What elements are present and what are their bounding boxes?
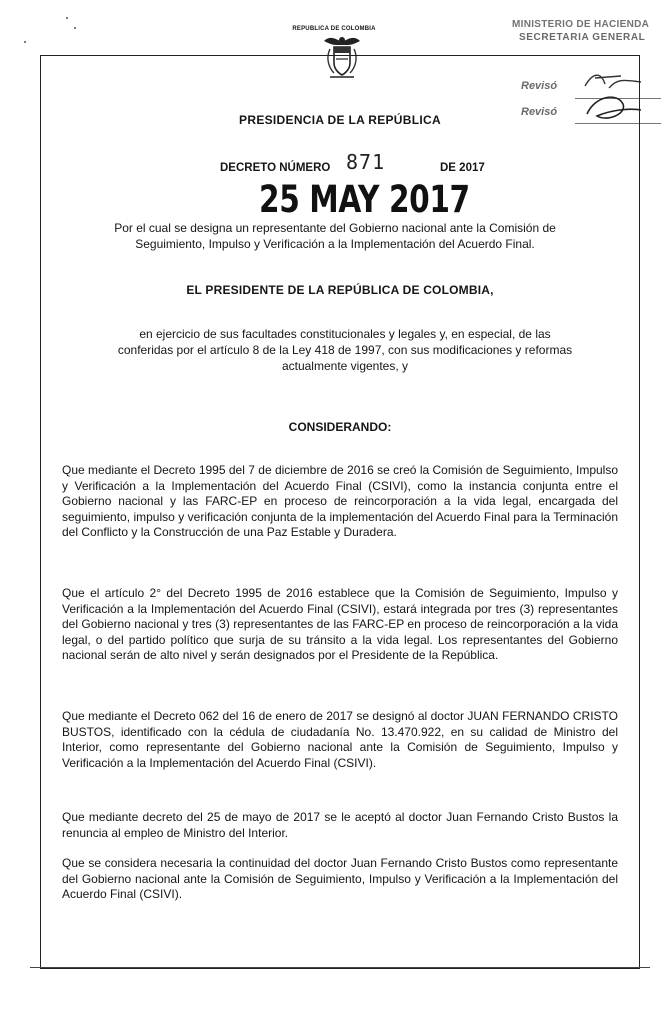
footer-rule bbox=[30, 967, 650, 968]
decree-subject: Por el cual se designa un representante del Gobierno nacional ante la Comisión de Seguimiento, Impulso y Verificación a la Implementación del Acuerdo Final. bbox=[114, 221, 556, 251]
country-heading: REPUBLICA DE COLOMBIA bbox=[292, 26, 376, 32]
powers-statement: en ejercicio de sus facultades constitucionales y legales y, en especial, de las conferidas por el artículo 8 de la Ley 418 de 1997, con sus modificaciones y reformas actualmente vigentes, y bbox=[117, 327, 573, 373]
decree-year: DE 2017 bbox=[440, 162, 485, 174]
decree-number: 871 bbox=[346, 150, 386, 174]
authority-heading: EL PRESIDENTE DE LA REPÚBLICA DE COLOMBIA, bbox=[186, 283, 494, 297]
institution-heading: PRESIDENCIA DE LA REPÚBLICA bbox=[239, 113, 441, 127]
stamp-secretaria: SECRETARIA GENERAL bbox=[519, 32, 646, 43]
considerando-heading: CONSIDERANDO: bbox=[288, 420, 392, 434]
considerando-paragraph: Que mediante el Decreto 062 del 16 de enero de 2017 se designó al doctor JUAN FERNANDO CRISTO BUSTOS, identificado con la cédula de ciudadanía No. 13.470.922, en su calidad de Ministro del Interior, como representante del Gobierno nacional ante la Comisión de Seguimiento, Impulso y Verificación a la Implementación del Acuerdo Final (CSIVI). bbox=[62, 709, 618, 770]
decree-number-row bbox=[0, 150, 668, 180]
stamp-reviewed-1: Revisó bbox=[521, 80, 558, 92]
stamp-ministry: MINISTERIO DE HACIENDA bbox=[512, 19, 650, 30]
considerando-paragraph: Que mediante decreto del 25 de mayo de 2017 se le aceptó al doctor Juan Fernando Cristo Bustos la renuncia al empleo de Ministro del Interior. bbox=[62, 810, 618, 840]
date-stamp: 25 MAY 2017 bbox=[259, 178, 470, 221]
scan-speck bbox=[66, 17, 68, 19]
decree-label: DECRETO NÚMERO bbox=[220, 162, 331, 174]
considerando-paragraph: Que se considera necesaria la continuidad del doctor Juan Fernando Cristo Bustos como representante del Gobierno nacional ante la Comisión de Seguimiento, Impulso y Verificación a la Implementación del Acuerdo Final (CSIVI). bbox=[62, 856, 618, 902]
scan-speck bbox=[24, 41, 26, 43]
considerando-paragraph: Que el artículo 2° del Decreto 1995 de 2016 establece que la Comisión de Seguimiento, Impulso y Verificación a la Implementación del Acuerdo Final (CSIVI), estará integrada por tres (3) representantes del Gobierno nacional y tres (3) representantes de las FARC-EP en proceso de reincorporación a la vida legal, o del partido político que surja de su tránsito a la vida legal. Los representantes del Gobierno nacional serán de alto nivel y serán designados por el Presidente de la República. bbox=[62, 586, 618, 663]
considerando-paragraph: Que mediante el Decreto 1995 del 7 de diciembre de 2016 se creó la Comisión de Seguimiento, Impulso y Verificación a la Implementación del Acuerdo Final (CSIVI), como la instancia conjunta entre el Gobierno nacional y las FARC-EP en proceso de reincorporación a la vida legal, encargada del seguimiento, impulso y verificación conjunta de la implementación del Acuerdo Final para la Terminación del Conflicto y la Construcción de una Paz Estable y Duradera. bbox=[62, 463, 618, 540]
stamp-reviewed-2: Revisó bbox=[521, 106, 558, 118]
